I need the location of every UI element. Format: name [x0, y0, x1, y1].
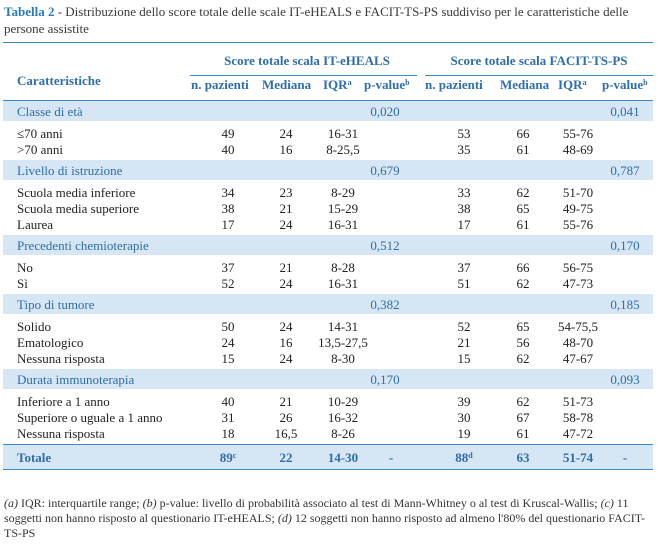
total-patients-2: 88$^d$ — [455, 450, 473, 465]
cell-n2: 35 — [457, 142, 471, 157]
cell-iqr2: 47-67 — [562, 351, 594, 366]
table-row — [3, 259, 653, 275]
cell-label: Nessuna risposta — [17, 351, 105, 366]
footnote-a-text: IQR: interquartile range; — [18, 496, 143, 510]
section-header — [3, 369, 653, 389]
cell-iqr2: 48-70 — [562, 335, 594, 350]
cell-iqr1: 8-25,5 — [326, 142, 360, 157]
cell-m1: 23 — [279, 185, 293, 200]
footnote-c-text: 11 soggetti non hanno risposto al questionario IT-eHEALS; — [4, 496, 629, 525]
footnote-d-mark: (d) — [277, 511, 292, 525]
header-characteristics: Caratteristiche — [17, 73, 101, 88]
cell-label: Inferiore a 1 anno — [17, 394, 110, 409]
cell-n2: 51 — [457, 276, 471, 291]
section-pvalue-facit: 0,041 — [610, 104, 640, 119]
total-row — [3, 444, 653, 470]
cell-iqr2: 48-69 — [562, 142, 594, 157]
total-median-1: 22 — [279, 450, 293, 465]
table-caption — [4, 3, 654, 37]
cell-label: Ematologico — [17, 335, 84, 350]
footnote-b-text: p-value: livello di probabilità associato al test di Mann-Whitney o al test di Kruscal-Wallis; — [156, 496, 601, 510]
cell-n2: 30 — [457, 410, 471, 425]
cell-m2: 61 — [516, 217, 530, 232]
caption-text: - Distribuzione dello score totale delle scale IT-eHEALS e FACIT-TS-PS suddiviso per le caratteristiche delle persone assistite — [4, 4, 629, 36]
cell-m1: 16,5 — [274, 426, 298, 441]
table-row — [3, 184, 653, 200]
cell-iqr2: 56-75 — [562, 260, 594, 275]
cell-label: Superiore o uguale a 1 anno — [17, 410, 163, 425]
total-pvalue-2: - — [622, 450, 628, 465]
cell-n1: 24 — [221, 335, 235, 350]
cell-m2: 62 — [516, 276, 530, 291]
section-pvalue-eheals: 0,512 — [370, 238, 400, 253]
cell-label: ≤70 anni — [17, 126, 63, 141]
section-pvalue-eheals: 0,020 — [370, 104, 400, 119]
header-median-1: Mediana — [262, 77, 312, 92]
table-row — [3, 425, 653, 441]
total-patients-1: 89$^c$ — [219, 450, 237, 465]
cell-n2: 17 — [457, 217, 471, 232]
table-row — [3, 393, 653, 409]
footnote-a-mark: (a) — [4, 496, 18, 510]
cell-n2: 39 — [457, 394, 471, 409]
cell-label: Nessuna risposta — [17, 426, 105, 441]
cell-n1: 37 — [221, 260, 235, 275]
cell-iqr2: 49-75 — [562, 201, 594, 216]
table-row — [3, 409, 653, 425]
cell-iqr1: 13,5-27,5 — [318, 335, 368, 350]
header-iqr-2: IQR$^a$ — [558, 77, 587, 92]
cell-m2: 62 — [516, 185, 530, 200]
cell-iqr1: 16-31 — [327, 217, 359, 232]
cell-iqr2: 58-78 — [562, 410, 594, 425]
cell-n2: 37 — [457, 260, 471, 275]
header-pvalue-2: p-value$^b$ — [602, 77, 648, 92]
section-title: Precedenti chemioterapie — [17, 238, 149, 253]
footnote-c-mark: (c) — [600, 496, 614, 510]
cell-label: Solido — [17, 319, 51, 334]
group-underline-eheals — [190, 75, 417, 76]
cell-m2: 62 — [516, 351, 530, 366]
cell-m1: 21 — [279, 201, 293, 216]
cell-iqr1: 15-29 — [327, 201, 359, 216]
cell-m1: 21 — [279, 394, 293, 409]
cell-iqr1: 8-26 — [331, 426, 355, 441]
cell-n1: 52 — [221, 276, 235, 291]
data-table — [3, 42, 653, 470]
cell-n2: 33 — [457, 185, 471, 200]
cell-iqr1: 8-29 — [331, 185, 355, 200]
section-pvalue-facit: 0,093 — [610, 372, 640, 387]
header-group-eheals: Score totale scala IT-eHEALS — [224, 53, 390, 68]
cell-m2: 61 — [516, 426, 530, 441]
section-title: Classe di età — [17, 104, 83, 119]
cell-n1: 31 — [221, 410, 235, 425]
table-row — [3, 141, 653, 157]
cell-m2: 56 — [516, 335, 530, 350]
total-median-2: 63 — [516, 450, 530, 465]
section-header — [3, 101, 653, 121]
cell-m2: 62 — [516, 394, 530, 409]
table-row — [3, 350, 653, 366]
section-header — [3, 294, 653, 314]
cell-n1: 17 — [221, 217, 235, 232]
cell-iqr2: 51-70 — [562, 185, 594, 200]
total-pvalue-1: - — [388, 450, 394, 465]
cell-m1: 16 — [279, 335, 293, 350]
section-pvalue-facit: 0,170 — [610, 238, 640, 253]
cell-m1: 24 — [279, 217, 293, 232]
section-pvalue-eheals: 0,679 — [370, 163, 400, 178]
cell-n1: 34 — [221, 185, 235, 200]
cell-n2: 53 — [457, 126, 471, 141]
table-row — [3, 318, 653, 334]
cell-label: No — [17, 260, 33, 275]
section-header — [3, 160, 653, 180]
total-iqr-2: 51-74 — [562, 450, 594, 465]
cell-n1: 15 — [221, 351, 235, 366]
section-title: Durata immunoterapia — [17, 372, 135, 387]
header-pvalue-1: p-value$^b$ — [364, 77, 410, 92]
cell-n1: 38 — [221, 201, 235, 216]
cell-n1: 49 — [221, 126, 235, 141]
cell-iqr1: 16-32 — [327, 410, 359, 425]
cell-m2: 66 — [516, 260, 530, 275]
table-row — [3, 275, 653, 291]
cell-label: Sì — [17, 276, 28, 291]
cell-m2: 65 — [516, 201, 530, 216]
group-underline-facit — [425, 75, 653, 76]
cell-m1: 24 — [279, 351, 293, 366]
cell-m1: 21 — [279, 260, 293, 275]
cell-n1: 40 — [221, 394, 235, 409]
table-footnote — [4, 496, 656, 541]
header-median-2: Mediana — [500, 77, 550, 92]
cell-m2: 66 — [516, 126, 530, 141]
cell-iqr1: 16-31 — [327, 276, 359, 291]
header-group-facit: Score totale scala FACIT-TS-PS — [450, 53, 628, 68]
cell-n2: 52 — [457, 319, 471, 334]
section-title: Livello di istruzione — [17, 163, 123, 178]
cell-n2: 19 — [457, 426, 471, 441]
cell-iqr1: 14-31 — [327, 319, 359, 334]
cell-iqr2: 47-73 — [562, 276, 594, 291]
header-patients-2: n. pazienti — [425, 77, 483, 92]
cell-iqr2: 47-72 — [562, 426, 594, 441]
table-row — [3, 334, 653, 350]
cell-n2: 15 — [457, 351, 471, 366]
cell-label: Scuola media superiore — [17, 201, 140, 216]
footnote-d-text: 12 soggetti non hanno risposto ad almeno l'80% del questionario FACIT-TS-PS — [4, 511, 645, 540]
table-header — [3, 43, 653, 101]
cell-m1: 26 — [279, 410, 293, 425]
footnote-b-mark: (b) — [142, 496, 157, 510]
header-iqr-1: IQR$^a$ — [323, 77, 352, 92]
section-pvalue-facit: 0,787 — [610, 163, 640, 178]
caption-label: Tabella 2 — [4, 4, 55, 19]
cell-iqr1: 10-29 — [327, 394, 359, 409]
cell-m1: 16 — [279, 142, 293, 157]
section-pvalue-eheals: 0,382 — [370, 297, 400, 312]
section-pvalue-eheals: 0,170 — [370, 372, 400, 387]
cell-m2: 65 — [516, 319, 530, 334]
total-iqr-1: 14-30 — [327, 450, 359, 465]
cell-m1: 24 — [279, 276, 293, 291]
cell-label: >70 anni — [17, 142, 63, 157]
cell-n1: 40 — [221, 142, 235, 157]
header-patients-1: n. pazienti — [191, 77, 249, 92]
cell-n2: 38 — [457, 201, 471, 216]
cell-m1: 24 — [279, 319, 293, 334]
cell-iqr2: 51-73 — [562, 394, 594, 409]
section-pvalue-facit: 0,185 — [610, 297, 640, 312]
section-header — [3, 235, 653, 255]
cell-iqr2: 55-76 — [562, 217, 594, 232]
cell-n2: 21 — [457, 335, 471, 350]
cell-m1: 24 — [279, 126, 293, 141]
cell-n1: 50 — [221, 319, 235, 334]
cell-iqr1: 8-28 — [331, 260, 355, 275]
total-label: Totale — [17, 450, 52, 465]
cell-iqr2: 54-75,5 — [557, 319, 599, 334]
section-title: Tipo di tumore — [17, 297, 95, 312]
cell-iqr2: 55-76 — [562, 126, 594, 141]
cell-iqr1: 16-31 — [327, 126, 359, 141]
table-row — [3, 125, 653, 141]
cell-m2: 61 — [516, 142, 530, 157]
table-row — [3, 200, 653, 216]
cell-m2: 67 — [516, 410, 530, 425]
table-row — [3, 216, 653, 232]
cell-n1: 18 — [221, 426, 235, 441]
cell-iqr1: 8-30 — [331, 351, 355, 366]
cell-label: Scuola media inferiore — [17, 185, 136, 200]
cell-label: Laurea — [17, 217, 54, 232]
